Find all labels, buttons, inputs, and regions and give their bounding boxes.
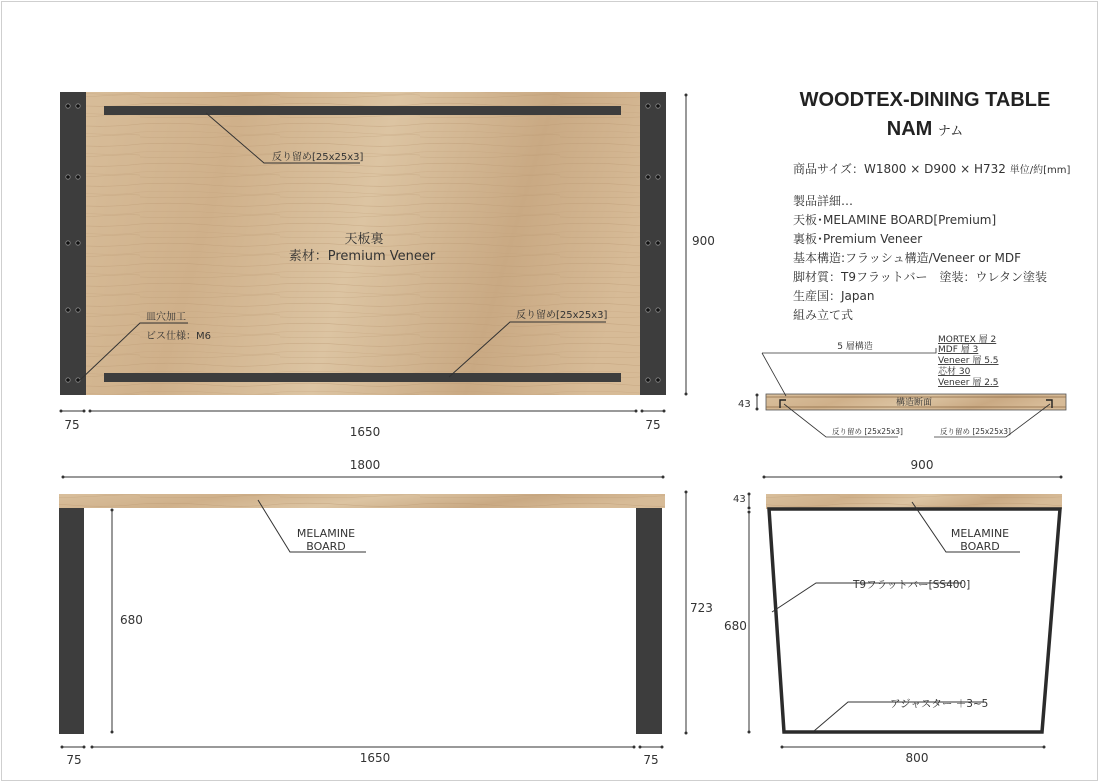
top-dim-left: 75 bbox=[64, 418, 80, 432]
front-dim-center: 1650 bbox=[359, 751, 391, 765]
front-dim-width: 1800 bbox=[349, 458, 381, 472]
spec-item: 天板･MELAMINE BOARD[Premium] bbox=[793, 213, 997, 227]
product-subtitle bbox=[760, 118, 1090, 141]
side-dim-width: 900 bbox=[910, 458, 934, 472]
svg-text:MDF 層 3: MDF 層 3 bbox=[938, 345, 979, 355]
leg-plate-right bbox=[640, 92, 666, 395]
spec-item: 基本構造:フラッシュ構造/Veneer or MDF bbox=[793, 251, 1021, 265]
spec-item: 生産国：Japan bbox=[793, 289, 875, 303]
screw-label: ビス仕様：M6 bbox=[146, 331, 211, 342]
top-dim-right: 75 bbox=[645, 418, 661, 432]
side-adjuster-label: アジャスター ＋3~5 bbox=[890, 698, 989, 710]
side-flatbar-label: T9フラットバー[SS400] bbox=[853, 579, 971, 591]
leg-plate-left bbox=[60, 92, 86, 395]
front-total-height: 723 bbox=[690, 601, 713, 615]
spec-item: 組み立て式 bbox=[793, 308, 854, 322]
side-dim-bottom: 800 bbox=[905, 751, 929, 765]
front-view bbox=[59, 458, 713, 767]
side-board-label-2: BOARD bbox=[960, 540, 1000, 553]
front-board-label-2: BOARD bbox=[306, 540, 346, 553]
section-thickness: 43 bbox=[738, 399, 751, 410]
product-title: WOODTEX-DINING TABLE bbox=[799, 89, 1051, 111]
front-board-label-1: MELAMINE bbox=[296, 527, 356, 540]
front-leg-height: 680 bbox=[120, 613, 143, 627]
spec-item: 脚材質：T9フラットバー 塗装：ウレタン塗装 bbox=[793, 270, 1048, 284]
side-top-thickness: 43 bbox=[733, 494, 746, 505]
svg-text:Veneer 層 2.5: Veneer 層 2.5 bbox=[938, 378, 999, 388]
spec-block bbox=[793, 160, 1070, 325]
top-dim-height: 900 bbox=[692, 234, 715, 248]
product-name: NAM bbox=[886, 118, 933, 140]
side-leg-height: 680 bbox=[724, 619, 747, 633]
spec-details-heading: 製品詳細… bbox=[793, 194, 854, 208]
front-leg-left bbox=[59, 508, 84, 734]
layer-structure-label: 5 層構造 bbox=[837, 342, 873, 352]
spec-size: 商品サイズ：W1800 × D900 × H732 単位/約[mm] bbox=[793, 162, 1071, 176]
section-brace-right: 反り留め [25x25x3] bbox=[940, 427, 1011, 436]
section-view bbox=[738, 334, 1066, 437]
svg-text:MORTEX 層 2: MORTEX 層 2 bbox=[938, 335, 997, 345]
front-dim-left: 75 bbox=[66, 753, 82, 767]
brace-bar-top bbox=[104, 106, 621, 115]
side-board-label-1: MELAMINE bbox=[950, 527, 1010, 540]
hole-label: 皿穴加工 bbox=[146, 312, 186, 323]
underside-material: 素材：Premium Veneer bbox=[288, 249, 436, 264]
spec-size-unit: 単位/約[mm] bbox=[1009, 165, 1071, 176]
section-brace-left: 反り留め [25x25x3] bbox=[832, 427, 903, 436]
underside-title: 天板裏 bbox=[344, 232, 384, 247]
spec-item: 裏板･Premium Veneer bbox=[793, 232, 923, 246]
top-view bbox=[60, 92, 715, 439]
svg-text:Veneer 層 5.5: Veneer 層 5.5 bbox=[938, 356, 999, 366]
front-dim-right: 75 bbox=[643, 753, 659, 767]
svg-text:芯材 30: 芯材 30 bbox=[938, 367, 971, 377]
brace-label-bottom: 反り留め[25x25x3] bbox=[516, 310, 608, 321]
product-name-kana: ナム bbox=[937, 123, 964, 138]
section-label: 構造断面 bbox=[895, 398, 933, 408]
side-view bbox=[724, 458, 1062, 765]
top-dim-center: 1650 bbox=[349, 425, 381, 439]
front-leg-right bbox=[636, 508, 662, 734]
layer-list bbox=[938, 334, 999, 388]
brace-label-top: 反り留め[25x25x3] bbox=[272, 152, 364, 163]
brace-bar-bottom bbox=[104, 373, 621, 382]
